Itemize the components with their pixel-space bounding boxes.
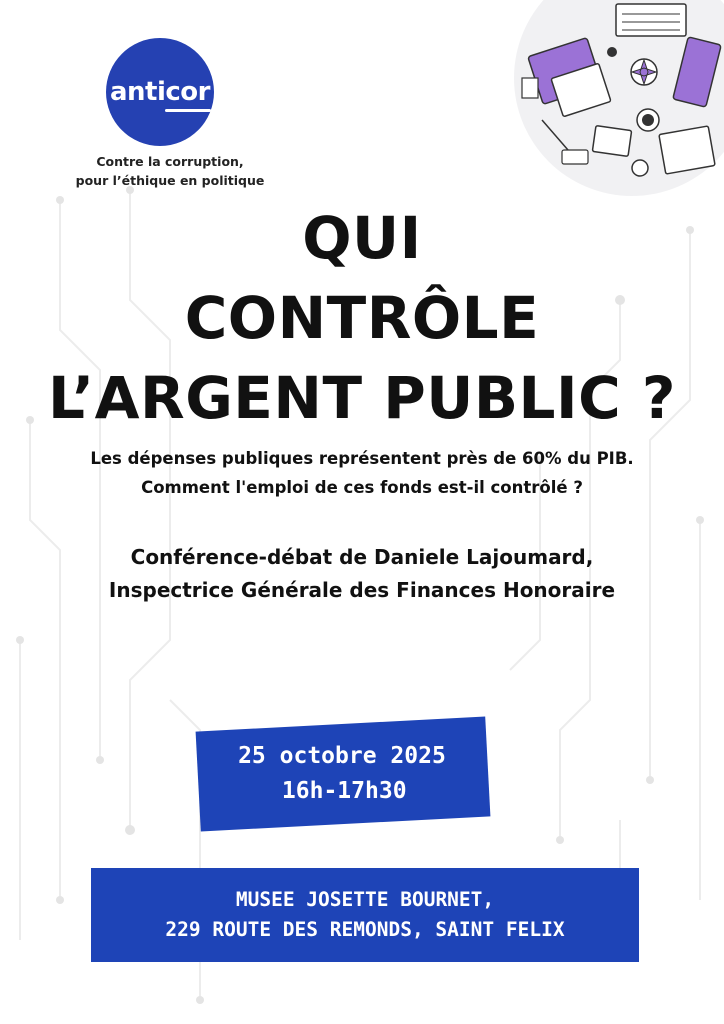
speaker-line-1: Conférence-débat de Daniele Lajoumard, <box>130 545 594 569</box>
tagline-line-2: pour l’éthique en politique <box>75 173 265 188</box>
subtitle-line-2: Comment l'emploi de ces fonds est-il contrôlé ? <box>141 478 583 497</box>
event-date: 25 octobre 2025 <box>238 743 446 770</box>
logo-word-suffix: cor <box>165 77 210 107</box>
venue-box <box>91 868 639 962</box>
workspace-illustration <box>512 0 724 200</box>
anticor-logo <box>106 38 214 146</box>
speaker-info <box>0 541 724 607</box>
logo-tagline <box>60 152 280 190</box>
logo-wordmark <box>110 79 210 105</box>
poster-title <box>0 198 724 438</box>
subtitle-line-1: Les dépenses publiques représentent près de 60% du PIB. <box>90 449 634 468</box>
tagline-line-1: Contre la corruption, <box>96 154 244 169</box>
event-time: 16h-17h30 <box>281 777 407 804</box>
venue-line-2: 229 ROUTE DES REMONDS, SAINT FELIX <box>165 918 565 941</box>
logo-word-prefix: anti <box>109 77 166 107</box>
title-line-2: CONTRÔLE <box>184 284 540 352</box>
speaker-line-2: Inspectrice Générale des Finances Honoraire <box>108 578 616 602</box>
poster-subtitle <box>0 444 724 502</box>
event-date-box <box>196 716 491 831</box>
title-line-3: L’ARGENT PUBLIC ? <box>48 364 676 432</box>
venue-line-1: MUSEE JOSETTE BOURNET, <box>235 888 495 911</box>
title-line-1: QUI <box>302 204 422 272</box>
